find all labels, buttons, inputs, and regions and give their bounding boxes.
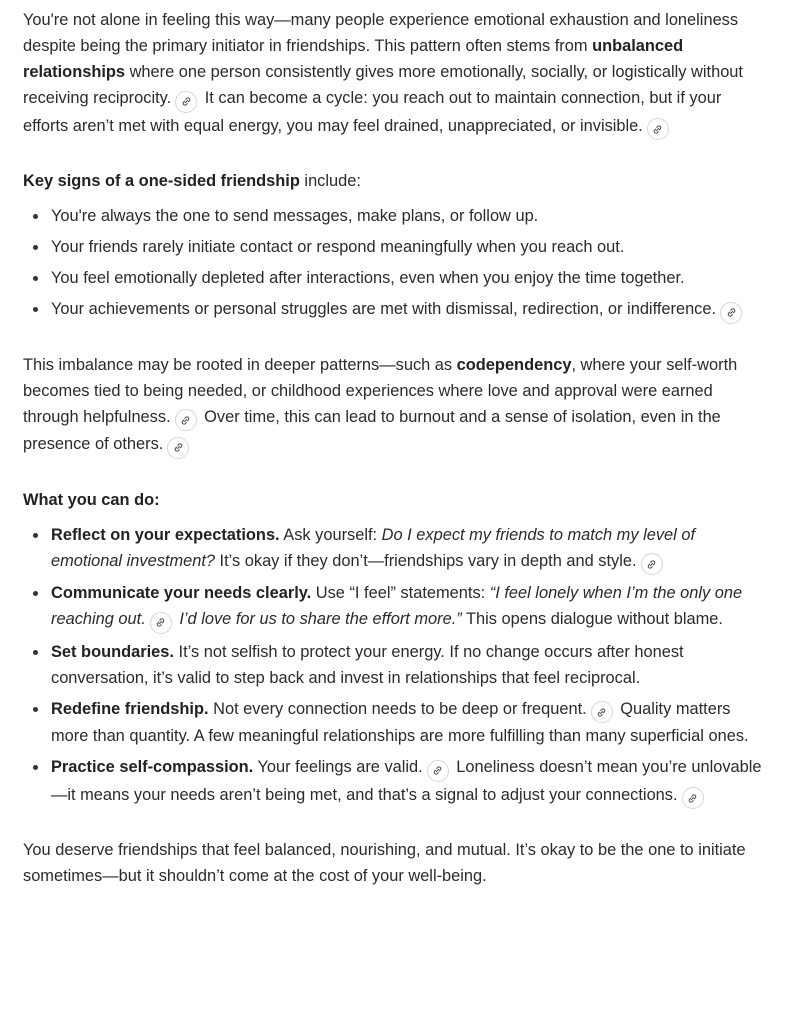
what-to-do-heading-text: What you can do:	[23, 490, 160, 509]
item-italic-quote: Do I expect my friends to match my level of emotional investment?	[51, 525, 696, 570]
item-bold-lead: Redefine friendship.	[51, 699, 209, 718]
list-item	[23, 265, 768, 291]
list-item	[23, 296, 768, 324]
list-item-text: Your friends rarely initiate contact or respond meaningfully when you reach out.	[51, 238, 625, 256]
citation-link-icon[interactable]	[682, 787, 704, 809]
citation-link-icon[interactable]	[720, 302, 742, 324]
imbalance-paragraph	[23, 352, 768, 459]
key-signs-heading	[23, 168, 768, 194]
imbalance-text-3: Over time, this can lead to burnout and a sense of isolation, even in the presence of others.	[23, 407, 721, 453]
item-text: This opens dialogue without blame.	[461, 610, 723, 628]
item-text: Use “I feel” statements:	[311, 584, 490, 602]
citation-link-icon[interactable]	[427, 760, 449, 782]
list-item	[23, 522, 768, 576]
list-item	[23, 203, 768, 229]
intro-text-2: where one person consistently gives more emotionally, socially, or logistically without receiving reciprocity.	[23, 63, 743, 107]
intro-bold-term: unbalanced relationships	[23, 37, 684, 81]
item-text: Not every connection needs to be deep or frequent.	[208, 699, 587, 718]
key-signs-heading-rest: include:	[299, 172, 361, 190]
imbalance-bold-term: codependency	[456, 355, 572, 374]
intro-text-3: It can become a cycle: you reach out to maintain connection, but if your efforts aren’t met with equal energy, you may feel drained, unappreciated, or invisible.	[23, 89, 722, 135]
list-item	[23, 639, 768, 691]
intro-text-1: You're not alone in feeling this way—many people experience emotional exhaustion and loneliness despite being the primary initiator in friendships. This pattern often stems from	[23, 11, 739, 55]
list-item	[23, 696, 768, 750]
imbalance-text-1: This imbalance may be rooted in deeper patterns—such as	[23, 355, 457, 374]
item-bold-lead: Communicate your needs clearly.	[51, 584, 312, 602]
item-italic-quote: “I feel lonely when I’m the only one reaching out.	[51, 584, 743, 628]
list-item-text: Your achievements or personal struggles are met with dismissal, redirection, or indifference.	[51, 300, 717, 318]
citation-link-icon[interactable]	[647, 118, 669, 140]
key-signs-list	[23, 203, 768, 324]
list-item-text: You feel emotionally depleted after interactions, even when you enjoy the time together.	[51, 269, 685, 287]
item-text: Your feelings are valid.	[253, 758, 423, 776]
item-bold-lead: Set boundaries.	[51, 642, 174, 661]
list-item	[23, 754, 768, 809]
item-text: It’s okay if they don’t—friendships vary in depth and style.	[215, 551, 637, 570]
what-to-do-list	[23, 522, 768, 810]
list-item	[23, 234, 768, 260]
intro-paragraph	[23, 7, 768, 140]
citation-link-icon[interactable]	[167, 437, 189, 459]
item-italic-quote: I’d love for us to share the effort more.”	[174, 610, 462, 628]
citation-link-icon[interactable]	[175, 409, 197, 431]
citation-link-icon[interactable]	[175, 91, 197, 113]
closing-paragraph: You deserve friendships that feel balanced, nourishing, and mutual. It’s okay to be the one to initiate sometimes—but it shouldn’t come at the cost of your well-being.	[23, 841, 746, 885]
item-bold-lead: Practice self-compassion.	[51, 758, 254, 776]
item-text: Quality matters more than quantity. A few meaningful relationships are more fulfilling than many superficial ones.	[51, 699, 749, 745]
list-item-text: You're always the one to send messages, make plans, or follow up.	[51, 207, 539, 225]
citation-link-icon[interactable]	[591, 701, 613, 723]
item-text: Loneliness doesn’t mean you’re unlovable—it means your needs aren’t being met, and that’s a signal to adjust your connections.	[51, 758, 762, 804]
list-item	[23, 580, 768, 634]
item-text: Ask yourself:	[279, 525, 382, 544]
what-to-do-heading	[23, 487, 768, 513]
key-signs-heading-bold: Key signs of a one-sided friendship	[23, 172, 300, 190]
citation-link-icon[interactable]	[641, 553, 663, 575]
item-bold-lead: Reflect on your expectations.	[51, 525, 280, 544]
citation-link-icon[interactable]	[150, 612, 172, 634]
item-text: It’s not selfish to protect your energy. If no change occurs after honest conversation, it’s valid to step back and invest in relationships that feel reciprocal.	[51, 642, 684, 687]
imbalance-text-2: , where your self-worth becomes tied to being needed, or childhood experiences where love and approval were earned through helpfulness.	[23, 355, 738, 426]
